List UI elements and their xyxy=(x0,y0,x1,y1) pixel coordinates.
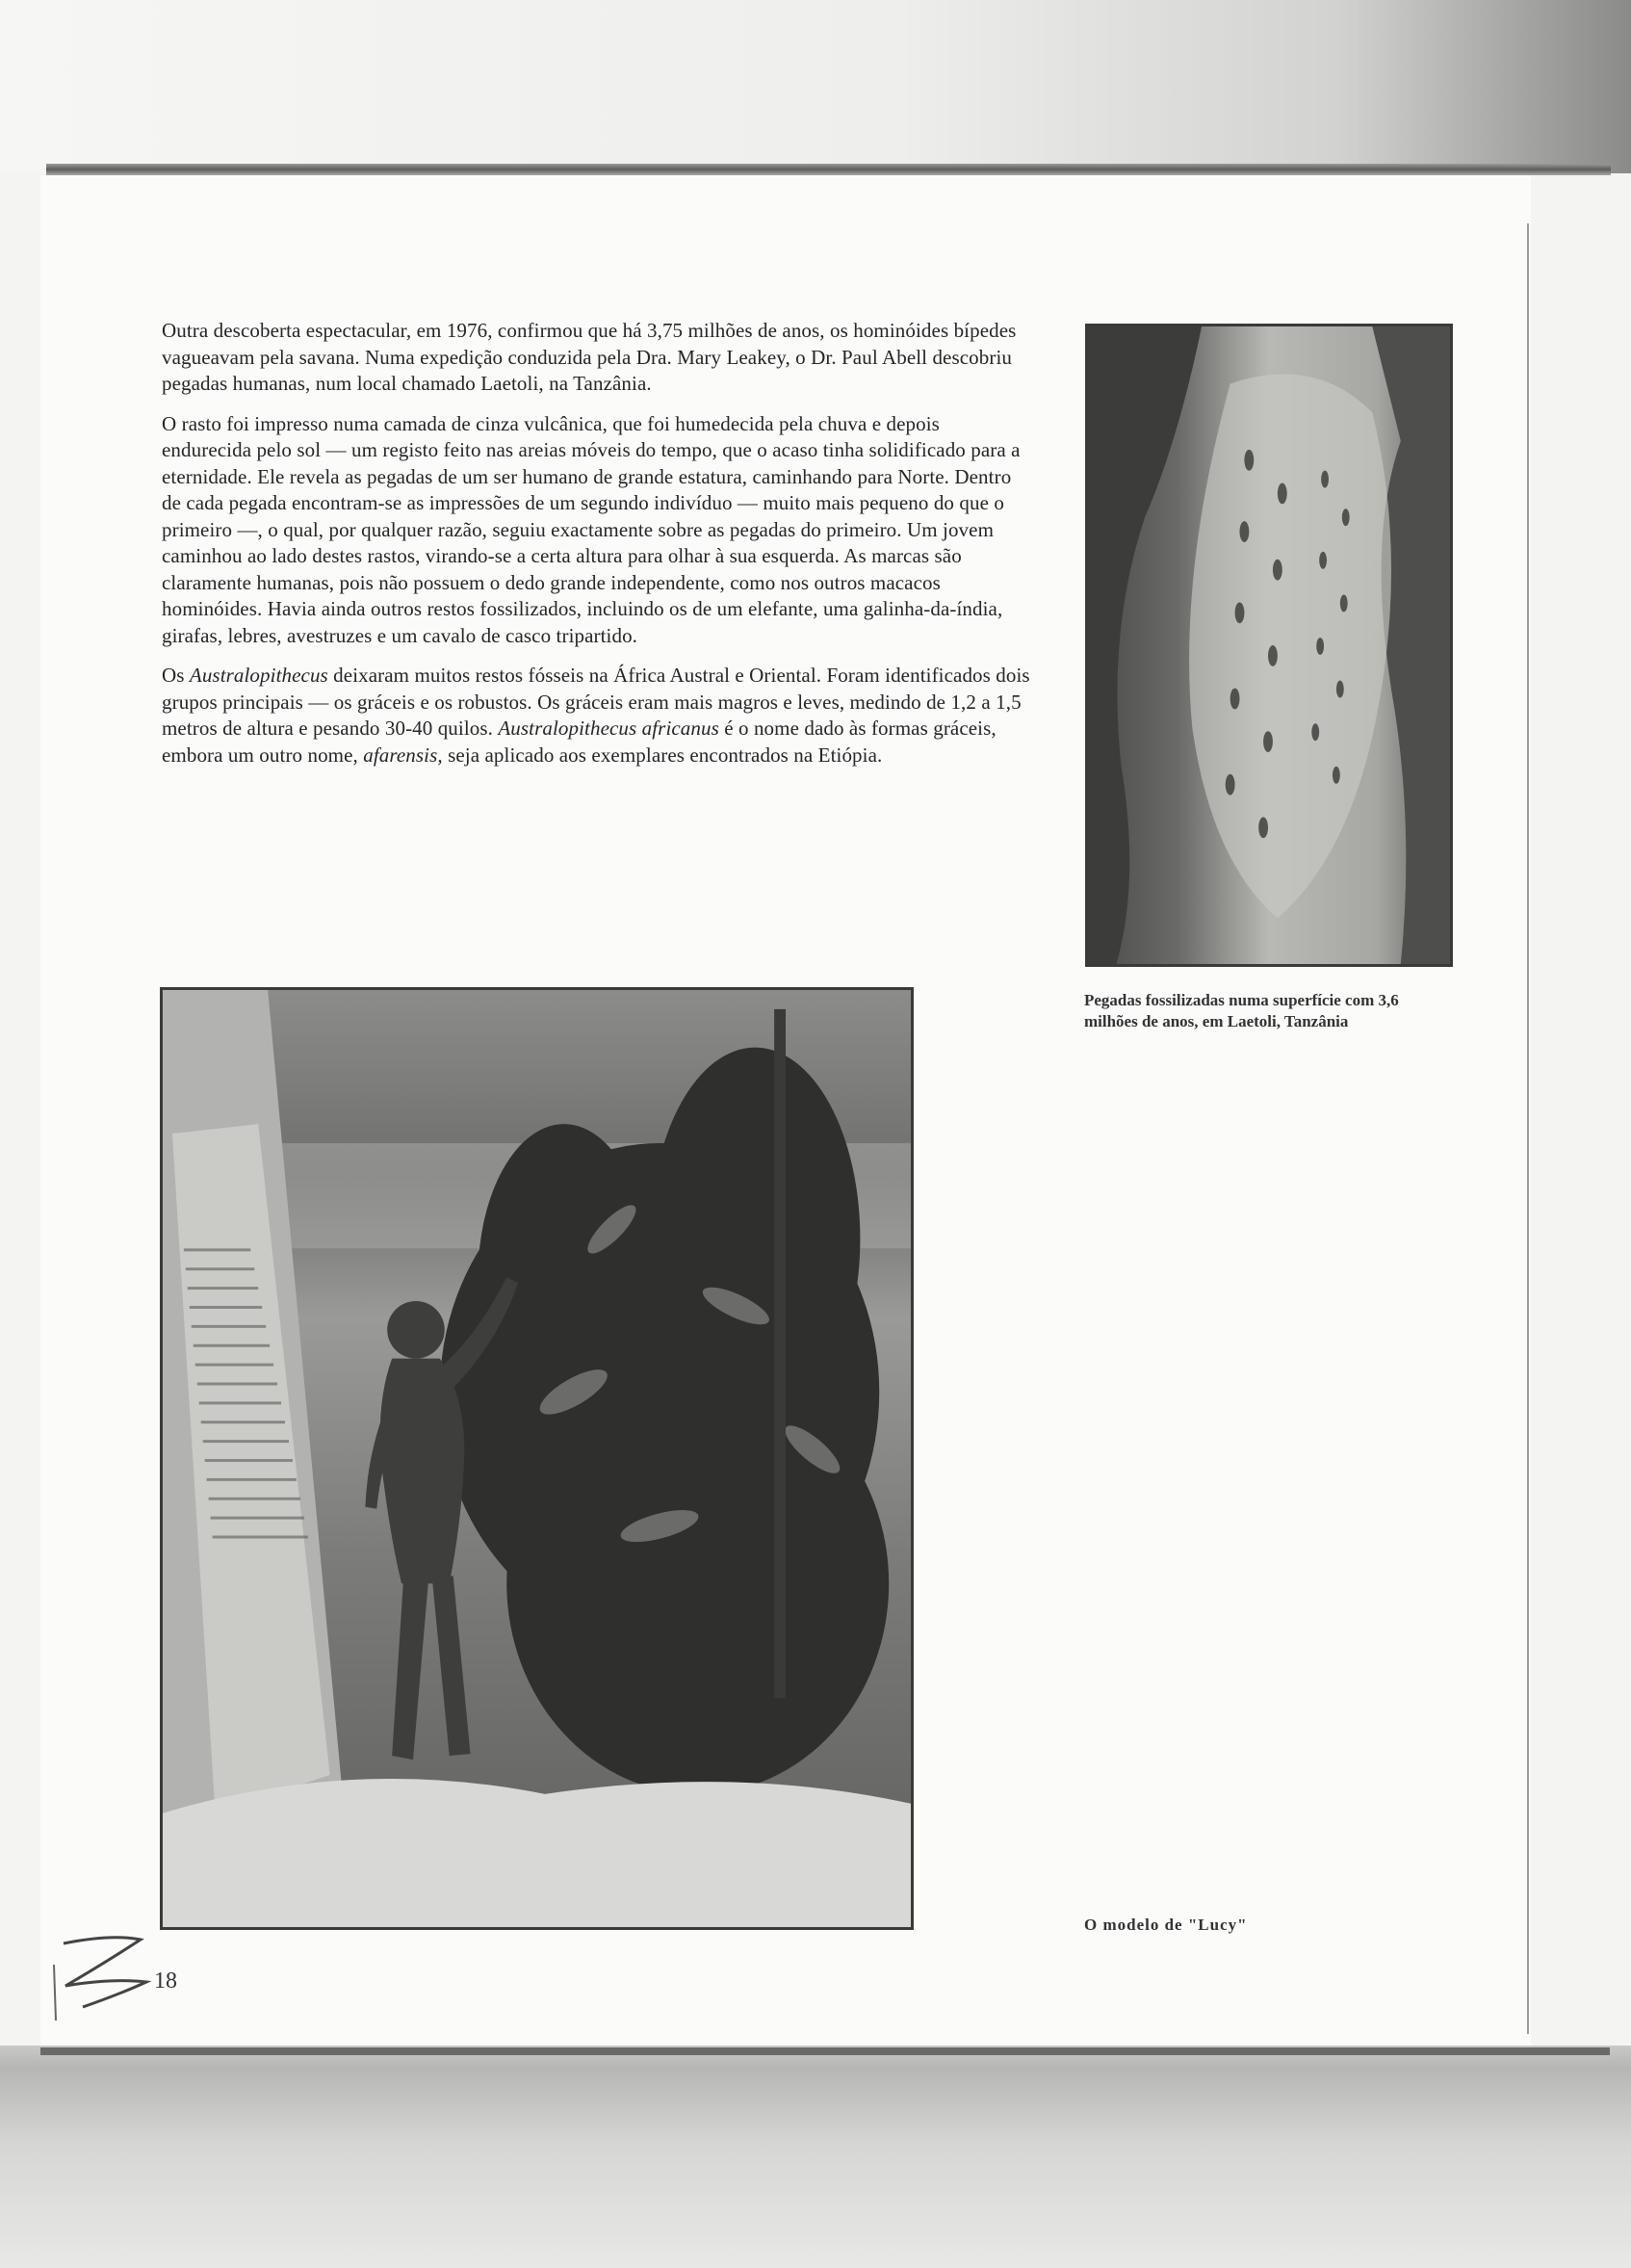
paragraph-laetoli-discovery: Outra descoberta espectacular, em 1976, confirmou que há 3,75 milhões de anos, os hominóides bípedes vagueavam pela savana. Numa expedição conduzida pela Dra. Mary Leakey, o Dr. Paul Abell descobriu pegadas humanas, num local chamado Laetoli, na Tanzânia. xyxy=(162,319,1017,395)
article-body xyxy=(162,318,1033,782)
text-span: seja aplicado aos exemplares encontrados na Etiópia. xyxy=(442,743,883,767)
paragraph-australopithecus xyxy=(162,663,1033,769)
paragraph-footprint-trail: O rasto foi impresso numa camada de cinza vulcânica, que foi humedecida pela chuva e depois endurecida pelo sol — um registo feito nas areias móveis do tempo, que o acaso tinha solidificado para a eternidade. Ele revela as pegadas de um ser humano de grande estatura, caminhando para Norte. Dentro de cada pegada encontram-se as impressões de um segundo indivíduo — muito mais pequeno do que o primeiro —, o qual, por qualquer razão, seguiu exactamente sobre as pegadas do primeiro. Um jovem caminhou ao lado destes rastos, virando-se a certa altura para olhar à sua esquerda. As marcas são claramente humanas, pois não possuem o dedo grande independente, como nos outros macacos hominóides. Havia ainda outros restos fossilizados, incluindo os de um elefante, uma galinha-da-índia, girafas, lebres, avestruzes e um cavalo de casco tripartido. xyxy=(162,411,1021,647)
page-right-edge xyxy=(1527,223,1529,2034)
text-span: deixaram muitos restos fósseis na África Austral e Oriental. Foram identificados dois grupos principais — os gráceis e os robustos. Os gráceis eram mais magros e leves, medindo de 1,2 a 1,5 metros de altura e pesando 30-40 quilos. xyxy=(162,664,1030,740)
scan-bottom-margin xyxy=(0,2046,1631,2268)
text-span: é o nome dado às formas gráceis, embora um outro nome, xyxy=(162,717,997,767)
scan-top-edge-line xyxy=(46,164,1611,175)
footprints-photo xyxy=(1085,324,1453,967)
page-number: 18 xyxy=(154,1968,177,1994)
lucy-model-photo xyxy=(160,987,914,1930)
text-span: Os xyxy=(162,664,190,687)
species-name-afarensis: afarensis, xyxy=(363,743,443,767)
scan-top-margin xyxy=(0,0,1631,173)
species-name: Australopithecus africanus xyxy=(498,717,719,740)
genus-name: Australopithecus xyxy=(189,664,328,687)
lucy-caption: O modelo de "Lucy" xyxy=(1084,1916,1248,1934)
scan-bottom-edge-line xyxy=(40,2047,1610,2055)
footprints-caption: Pegadas fossilizadas numa superfície com 3,6 milhões de anos, em Laetoli, Tanzânia xyxy=(1084,991,1399,1030)
